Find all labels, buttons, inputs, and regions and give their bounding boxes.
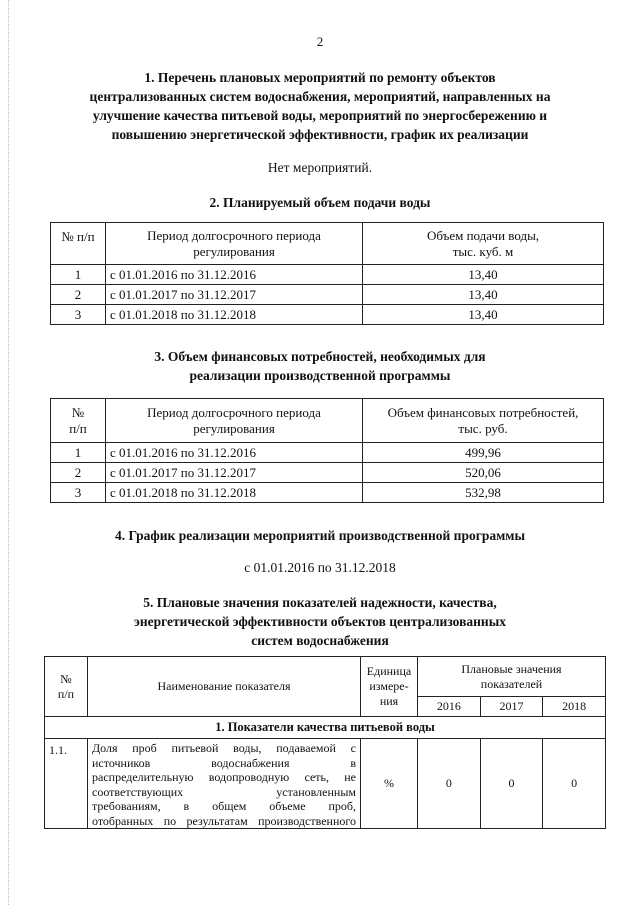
row-period: с 01.01.2018 по 31.12.2018 xyxy=(106,483,363,503)
row-num: 1.1. xyxy=(45,739,88,829)
header-num-line2: п/п xyxy=(69,420,87,436)
row-indicator-line: требованиям, в общем объеме проб, xyxy=(92,799,356,813)
row-value: 499,96 xyxy=(363,443,604,463)
row-value: 520,06 xyxy=(363,463,604,483)
table-header-row xyxy=(51,223,604,265)
row-indicator-line: отобранных по результатам производственного xyxy=(92,813,356,828)
indicators-table xyxy=(44,656,606,829)
row-num: 1 xyxy=(51,443,106,463)
header-unit-line2: измере- xyxy=(369,679,409,693)
scan-edge-line xyxy=(8,0,10,905)
header-value-line2: тыс. руб. xyxy=(458,420,508,436)
row-indicator-line: Доля проб питьевой воды, подаваемой с xyxy=(92,741,356,755)
row-value: 13,40 xyxy=(363,265,604,285)
row-num: 1 xyxy=(51,265,106,285)
section1-title-line: повышению энергетической эффективности, график их реализации xyxy=(111,127,529,142)
financial-needs-table xyxy=(50,398,604,503)
header-period-line1: Период долгосрочного периода xyxy=(147,404,321,420)
section5-title xyxy=(60,593,580,650)
header-unit xyxy=(361,657,418,717)
row-num: 3 xyxy=(51,305,106,325)
section1-title-line: 1. Перечень плановых мероприятий по ремонту объектов xyxy=(144,70,496,85)
header-year: 2016 xyxy=(418,697,481,717)
header-num-line1: № xyxy=(60,671,72,686)
row-value: 532,98 xyxy=(363,483,604,503)
header-num-line1: № xyxy=(71,404,85,420)
water-supply-table xyxy=(50,222,604,325)
section4-text: с 01.01.2016 по 31.12.2018 xyxy=(244,560,396,575)
header-planned-values xyxy=(418,657,606,697)
header-year: 2018 xyxy=(543,697,606,717)
table-row xyxy=(45,739,606,829)
header-num xyxy=(51,399,106,443)
row-num: 3 xyxy=(51,483,106,503)
row-indicator-line: распределительную водопроводную сеть, не xyxy=(92,770,356,784)
section5-title-line: 5. Плановые значения показателей надежности, качества, xyxy=(143,595,497,610)
row-indicator-line: источников водоснабжения в xyxy=(92,755,356,770)
section3-title-line: 3. Объем финансовых потребностей, необходимых для xyxy=(154,349,486,364)
row-value: 13,40 xyxy=(363,285,604,305)
section2-title: 2. Планируемый объем подачи воды xyxy=(209,195,431,210)
table-row xyxy=(51,285,604,305)
row-value-2017: 0 xyxy=(480,739,543,829)
table-group-row xyxy=(45,717,606,739)
section1-text: Нет мероприятий. xyxy=(267,160,373,175)
row-period: с 01.01.2016 по 31.12.2016 xyxy=(106,443,363,463)
table-row xyxy=(51,483,604,503)
header-year: 2017 xyxy=(480,697,543,717)
header-num xyxy=(45,657,88,717)
row-period: с 01.01.2017 по 31.12.2017 xyxy=(106,463,363,483)
row-indicator-line: соответствующих установленным xyxy=(92,784,356,799)
header-num-line2: п/п xyxy=(57,686,75,701)
header-value xyxy=(363,223,604,265)
header-value-line1: Объем финансовых потребностей, xyxy=(387,404,579,420)
section1-title-line: улучшение качества питьевой воды, мероприятий по энергосбережению и xyxy=(92,108,548,123)
row-period: с 01.01.2016 по 31.12.2016 xyxy=(106,265,363,285)
row-value-2018: 0 xyxy=(543,739,606,829)
section5-title-line: систем водоснабжения xyxy=(251,633,389,648)
header-unit-line3: ния xyxy=(379,694,399,708)
header-num: № п/п xyxy=(51,223,106,265)
row-period: с 01.01.2017 по 31.12.2017 xyxy=(106,285,363,305)
table-row xyxy=(51,443,604,463)
table-row xyxy=(51,463,604,483)
header-unit-line1: Единица xyxy=(366,664,412,678)
header-planned-line2: показателей xyxy=(480,676,543,691)
header-period-line2: регулирования xyxy=(193,243,275,259)
header-period-line1: Период долгосрочного периода xyxy=(147,227,321,243)
table-row xyxy=(51,265,604,285)
table-header-row xyxy=(51,399,604,443)
row-num: 2 xyxy=(51,285,106,305)
header-value-line1: Объем подачи воды, xyxy=(426,227,540,243)
header-period xyxy=(106,399,363,443)
row-period: с 01.01.2018 по 31.12.2018 xyxy=(106,305,363,325)
header-value xyxy=(363,399,604,443)
row-unit: % xyxy=(361,739,418,829)
section4-title: 4. График реализации мероприятий производственной программы xyxy=(114,528,526,543)
row-num: 2 xyxy=(51,463,106,483)
group-title: 1. Показатели качества питьевой воды xyxy=(45,717,606,739)
page-number: 2 xyxy=(316,34,324,49)
row-value-2016: 0 xyxy=(418,739,481,829)
table-row xyxy=(51,305,604,325)
section3-title xyxy=(80,347,560,385)
section5-title-line: энергетической эффективности объектов централизованных xyxy=(133,614,506,629)
table-header-row xyxy=(45,657,606,697)
section1-title xyxy=(40,68,600,144)
section3-title-line: реализации производственной программы xyxy=(189,368,451,383)
section1-title-line: централизованных систем водоснабжения, мероприятий, направленных на xyxy=(89,89,551,104)
header-indicator-name: Наименование показателя xyxy=(88,657,361,717)
header-planned-line1: Плановые значения xyxy=(461,661,562,676)
header-value-line2: тыс. куб. м xyxy=(452,243,514,259)
header-period xyxy=(106,223,363,265)
header-period-line2: регулирования xyxy=(193,420,275,436)
row-value: 13,40 xyxy=(363,305,604,325)
row-indicator-name xyxy=(88,739,361,829)
